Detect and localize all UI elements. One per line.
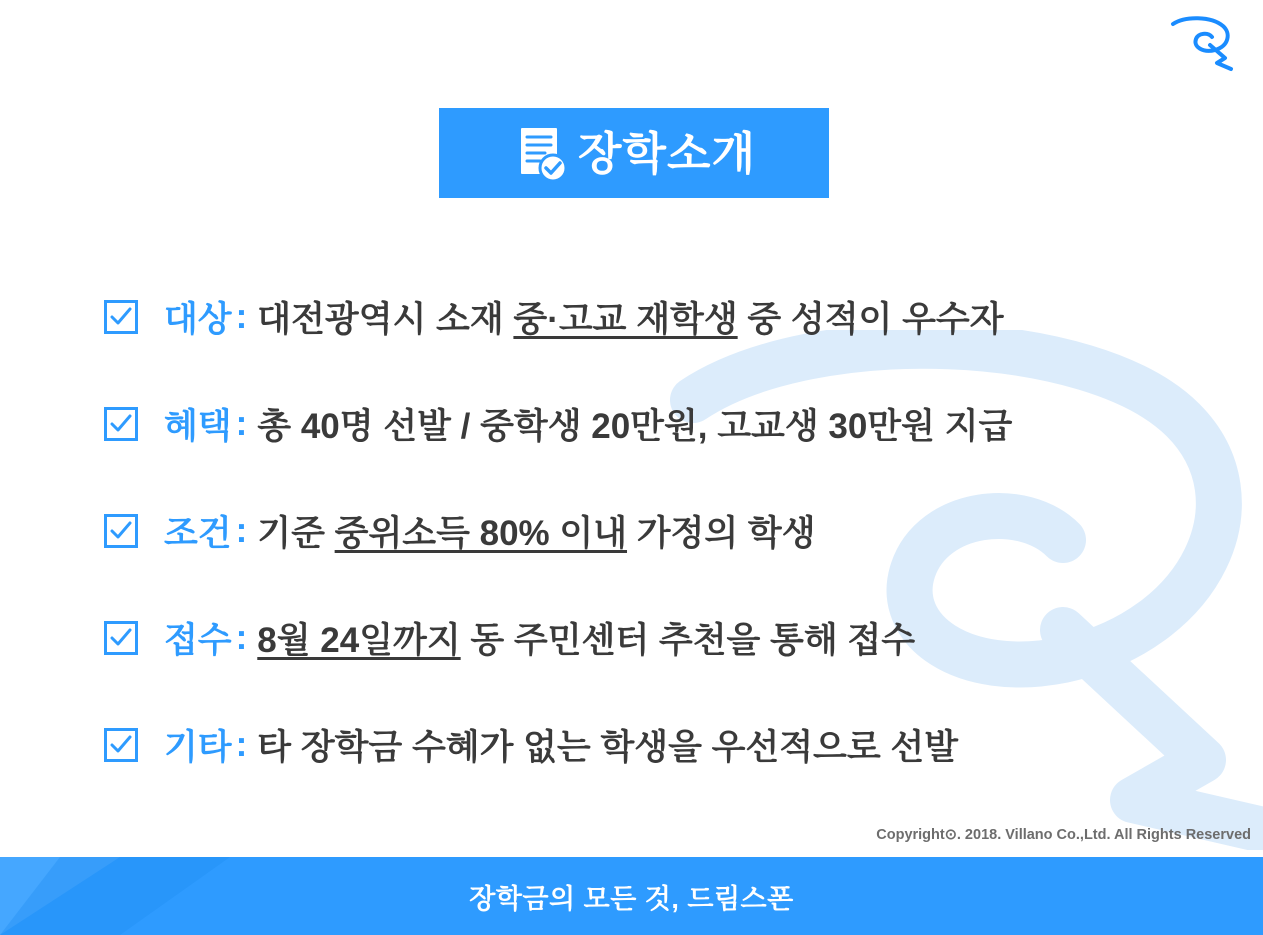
- list-item: [0, 278, 1263, 356]
- list-item-text: [257, 720, 958, 770]
- checkbox-checked-icon: [104, 728, 138, 762]
- checkbox-checked-icon: [104, 407, 138, 441]
- document-check-icon: [512, 123, 572, 185]
- list-item-label: 접수: [164, 621, 232, 660]
- text-before: 총 40명 선발 / 중학생 20만원, 고교생 30만원 지급: [257, 407, 1013, 446]
- checkbox-checked-icon: [104, 300, 138, 334]
- list-item: [0, 706, 1263, 784]
- villano-bird-logo-icon: [1167, 14, 1235, 72]
- footer-bar: [0, 857, 1263, 935]
- slide-title-band: [439, 108, 829, 198]
- list-item-text: [257, 292, 1003, 342]
- list-item-separator: :: [235, 297, 248, 336]
- list-item: [0, 492, 1263, 570]
- list-item-label: 조건: [164, 514, 232, 553]
- list-item-label: 기타: [164, 728, 232, 767]
- checkbox-checked-icon: [104, 514, 138, 548]
- text-after: 중 성적이 우수자: [737, 300, 1004, 339]
- list-item-separator: :: [235, 725, 248, 764]
- footer-slogan: 장학금의 모든 것, 드림스폰: [469, 883, 794, 914]
- list-item: [0, 599, 1263, 677]
- page-title: 장학소개: [578, 127, 756, 179]
- text-underlined: 8월 24일까지: [257, 621, 461, 660]
- text-before: 타 장학금 수혜가 없는 학생을 우선적으로 선발: [257, 728, 959, 767]
- list-item-text: [257, 613, 915, 663]
- text-after: 가정의 학생: [627, 514, 816, 553]
- list-item-separator: :: [235, 618, 248, 657]
- list-item-label: 대상: [164, 300, 232, 339]
- text-before: 대전광역시 소재: [257, 300, 514, 339]
- list-item-separator: :: [235, 511, 248, 550]
- bullet-list: [0, 278, 1263, 813]
- text-underlined: 중·고교 재학생: [513, 300, 738, 339]
- list-item: [0, 385, 1263, 463]
- list-item-label: 혜택: [164, 407, 232, 446]
- text-underlined: 중위소득 80% 이내: [334, 514, 628, 553]
- list-item-text: [257, 506, 815, 556]
- checkbox-checked-icon: [104, 621, 138, 655]
- list-item-text: [257, 399, 1012, 449]
- copyright-text: Copyright⊙. 2018. Villano Co.,Ltd. All Rights Reserved: [876, 827, 1251, 843]
- list-item-separator: :: [235, 404, 248, 443]
- text-before: 기준: [257, 514, 335, 553]
- text-after: 동 주민센터 추천을 통해 접수: [460, 621, 915, 660]
